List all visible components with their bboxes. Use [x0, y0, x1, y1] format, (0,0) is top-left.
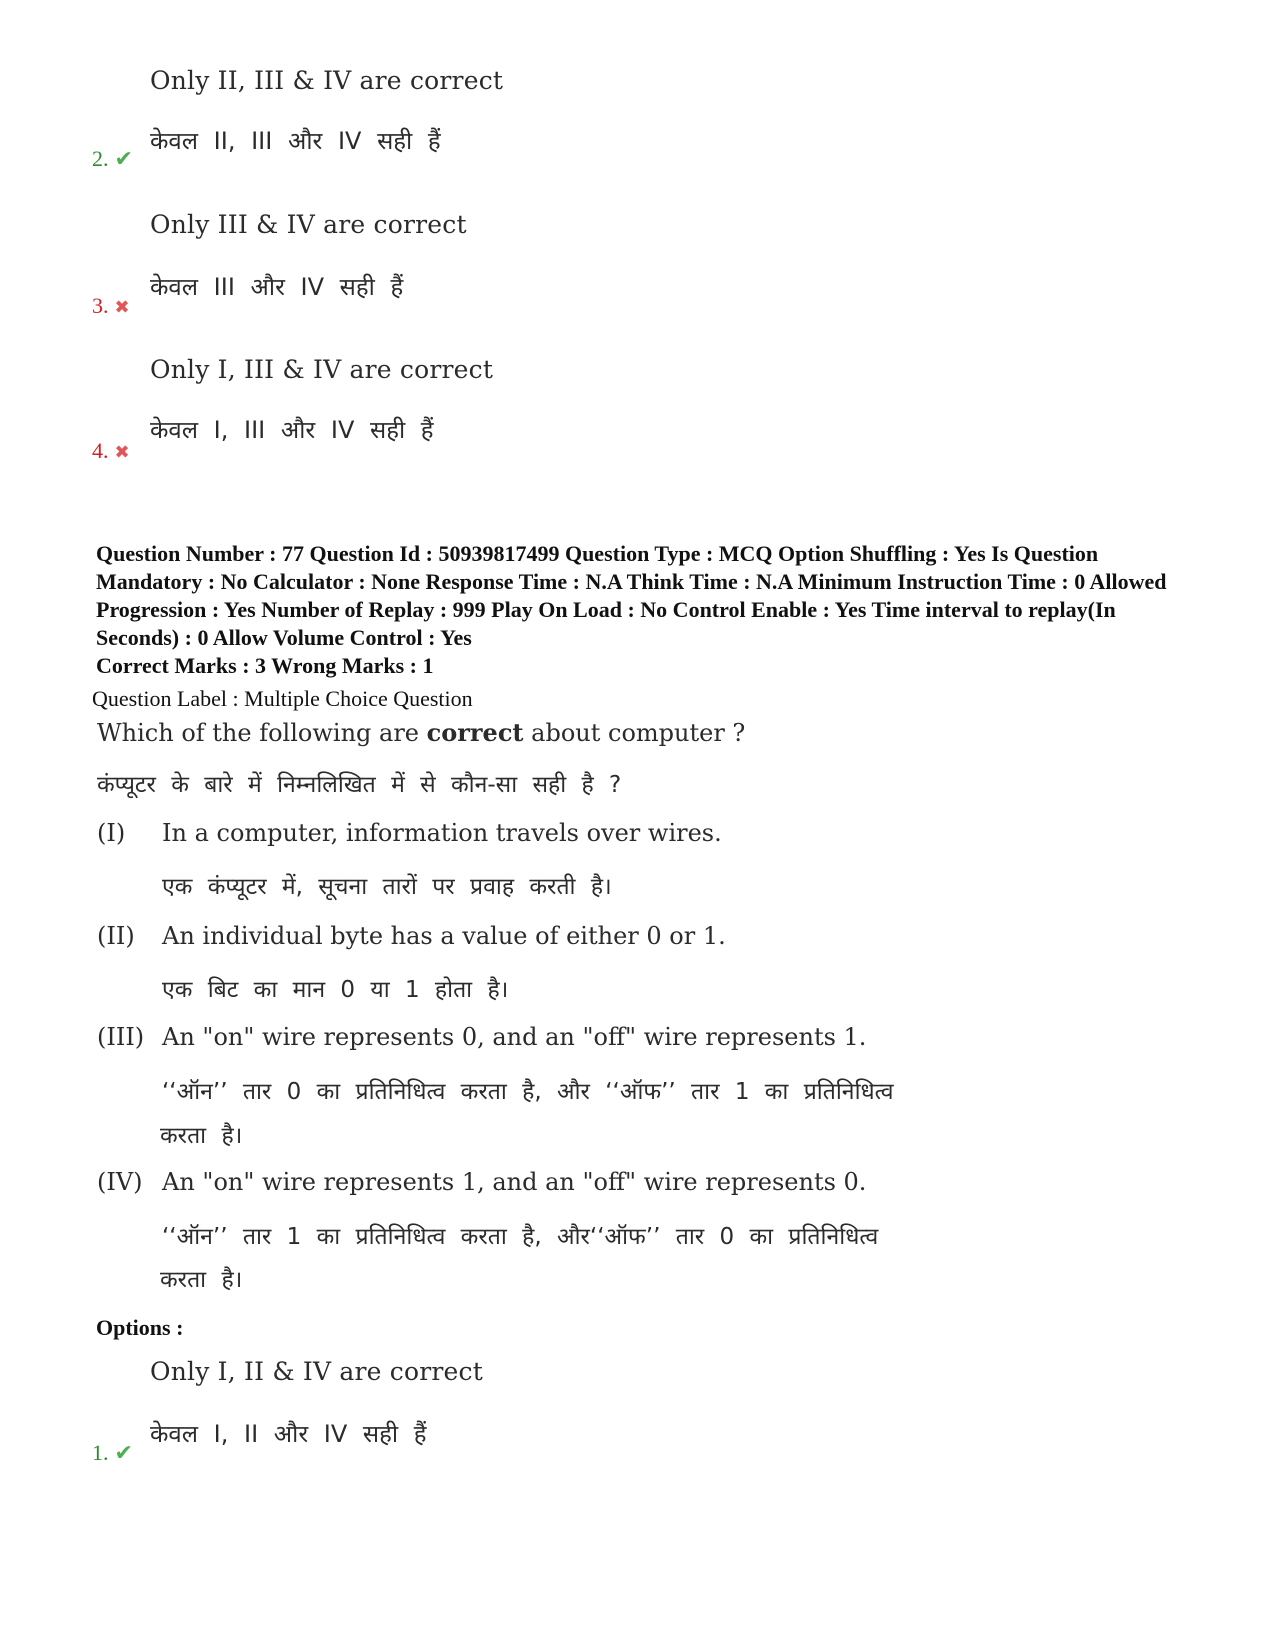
option-2-english: Only II, III & IV are correct — [150, 66, 504, 95]
option-4-english: Only I, III & IV are correct — [150, 355, 494, 384]
option-number: 3. — [92, 293, 109, 318]
statement-4-hindi-line-2: करता है। — [160, 1267, 243, 1293]
statement-2-english: An individual byte has a value of either 0 or 1. — [162, 922, 726, 950]
statement-3-english: An "on" wire represents 0, and an "off" wire represents 1. — [162, 1023, 867, 1051]
statement-3-hindi-line-2: करता है। — [160, 1123, 243, 1149]
check-icon: ✔ — [114, 147, 133, 172]
check-icon: ✔ — [114, 1441, 133, 1466]
statement-4-hindi-line-1: ‘‘ऑन’’ तार 1 का प्रतिनिधित्व करता है, और‘‘ऑफ’’ तार 0 का प्रतिनिधित्व — [162, 1224, 879, 1250]
statement-2-number: (II) — [97, 922, 135, 950]
option-number: 1. — [92, 1440, 109, 1465]
statement-1-hindi: एक कंप्यूटर में, सूचना तारों पर प्रवाह करती है। — [162, 874, 612, 900]
option-1-marker — [92, 1440, 133, 1466]
options-heading: Options : — [96, 1315, 184, 1340]
option-4-marker — [92, 438, 130, 464]
option-number: 2. — [92, 146, 109, 171]
option-4-hindi: केवल I, III और IV सही हैं — [150, 416, 434, 444]
statement-1-english: In a computer, information travels over wires. — [162, 819, 722, 847]
statement-4-english: An "on" wire represents 1, and an "off" wire represents 0. — [162, 1168, 867, 1196]
cross-icon: ✖ — [114, 442, 130, 463]
statement-2-hindi: एक बिट का मान 0 या 1 होता है। — [162, 977, 509, 1003]
statement-1-number: (I) — [97, 819, 126, 847]
option-number: 4. — [92, 438, 109, 463]
question-metadata: Question Number : 77 Question Id : 50939817499 Question Type : MCQ Option Shuffling : Yes Is Question Mandatory : No Calculator : None Response Time : N.A Think Time : N.A Minimum Instruction Time : 0 Allowed Progression : Yes Number of Replay : 999 Play On Load : No Control Enable : Yes Time interval to replay(In Seconds) : 0 Allow Volume Control : Yes — [96, 541, 1167, 650]
statement-4-number: (IV) — [97, 1168, 143, 1196]
question-text-hindi: कंप्यूटर के बारे में निम्नलिखित में से कौन-सा सही है ? — [97, 772, 622, 798]
question-label: Question Label : Multiple Choice Question — [92, 686, 473, 711]
option-3-hindi: केवल III और IV सही हैं — [150, 273, 404, 301]
option-2-hindi: केवल II, III और IV सही हैं — [150, 127, 441, 155]
emphasis-correct: correct — [426, 718, 524, 747]
option-3-marker — [92, 293, 130, 319]
question-text-english: Which of the following are correct about computer ? — [97, 718, 746, 747]
option-1-english: Only I, II & IV are correct — [150, 1357, 483, 1386]
option-3-english: Only III & IV are correct — [150, 210, 467, 239]
statement-3-hindi-line-1: ‘‘ऑन’’ तार 0 का प्रतिनिधित्व करता है, और ‘‘ऑफ’’ तार 1 का प्रतिनिधित्व — [162, 1079, 894, 1105]
cross-icon: ✖ — [114, 297, 130, 318]
option-1-hindi: केवल I, II और IV सही हैं — [150, 1420, 427, 1448]
statement-3-number: (III) — [97, 1023, 145, 1051]
option-2-marker — [92, 146, 133, 172]
question-marks: Correct Marks : 3 Wrong Marks : 1 — [96, 653, 434, 678]
